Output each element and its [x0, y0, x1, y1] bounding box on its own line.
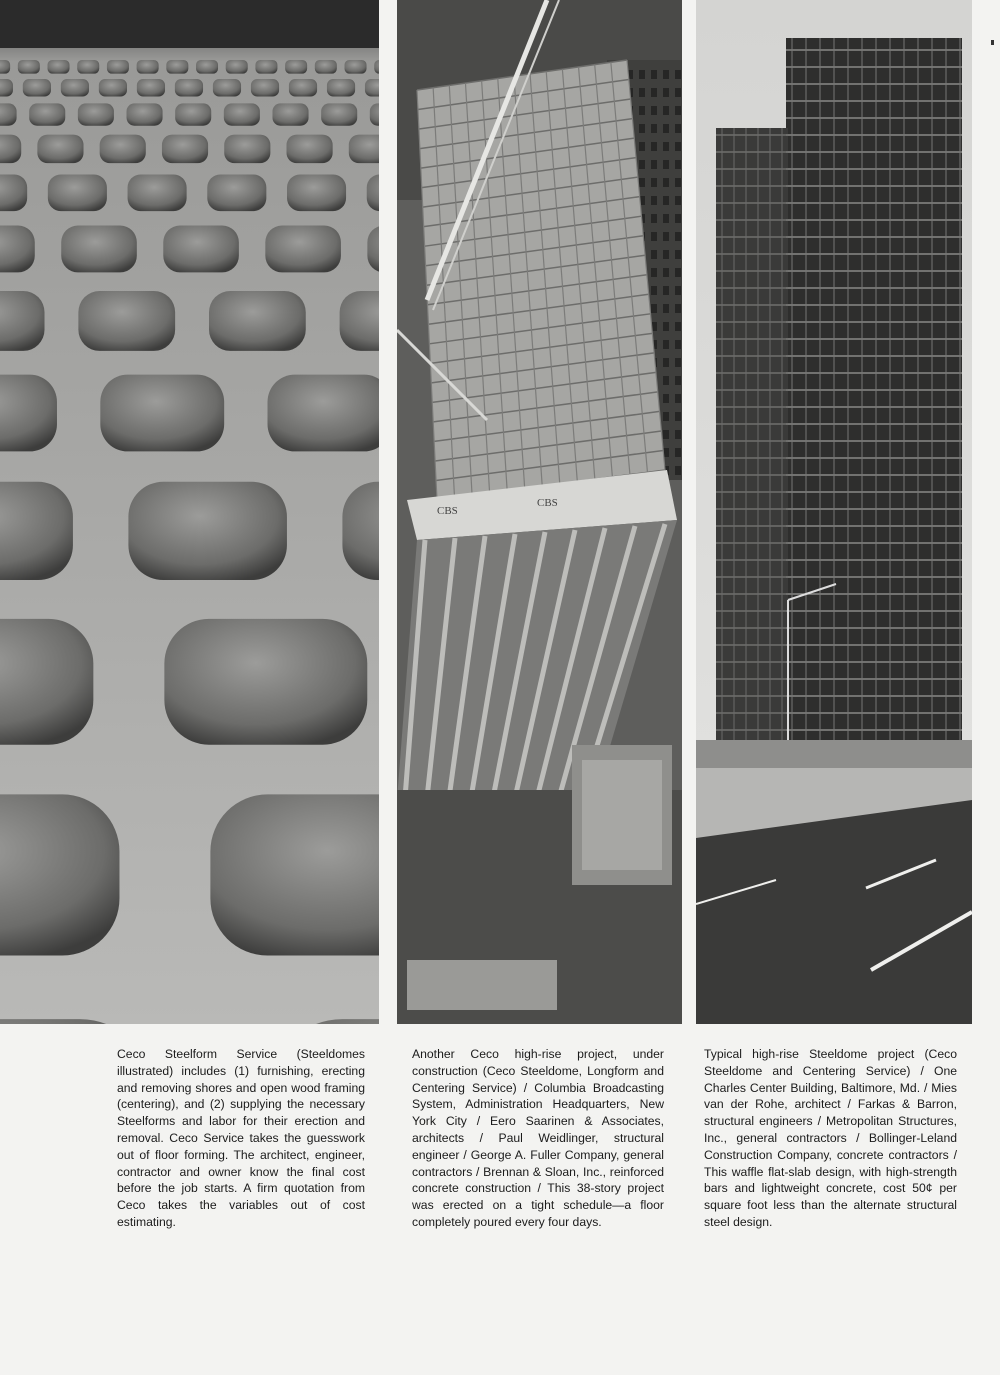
cbs-construction-photo	[397, 0, 682, 1024]
caption-cbs-project: Another Ceco high-rise project, under construction (Ceco Steeldome, Longform and Centering Service) / Columbia Broadcasting System, Administration Headquarters, New York City / Eero Saarinen & Associates, architects / Paul Weidlinger, structural engineer / George A. Fuller Company, general contractors / Brennan & Sloan, Inc., reinforced concrete construction / This 38-story project was erected on a tight schedule—a floor completely poured every four days.	[412, 1047, 664, 1229]
waffle-slab-domes-photo	[0, 0, 379, 1024]
one-charles-center-tower-photo	[696, 0, 972, 1024]
one-charles-center-photo	[696, 0, 972, 1024]
caption-steelform-service: Ceco Steelform Service (Steeldomes illustrated) includes (1) furnishing, erecting and removing shores and open wood framing (centering), and (2) supplying the necessary Steelforms and labor for their erection and removal. Ceco Service takes the guesswork out of floor forming. The architect, engineer, contractor and owner know the final cost before the job starts. A firm quotation from Ceco takes the variables out of cost estimating.	[117, 1047, 365, 1229]
cbs-building-construction-photo	[397, 0, 682, 1024]
steeldome-photo	[0, 0, 379, 1024]
caption-one-charles-center: Typical high-rise Steeldome project (Ceco Steeldome and Centering Service) / One Charles Center Building, Baltimore, Md. / Mies van der Rohe, architect / Farkas & Barron, structural engineers / Metropolitan Structures, Inc., general contractors / Bollinger-Leland Construction Company, concrete contractors / This waffle flat-slab design, with high-strength bars and lightweight concrete, cost 50¢ per square foot less than the alternate structural steel design.	[704, 1047, 957, 1229]
cbs-sign-left: CBS	[437, 505, 458, 517]
cbs-sign-right: CBS	[537, 497, 558, 509]
page-edge-mark	[991, 40, 994, 45]
